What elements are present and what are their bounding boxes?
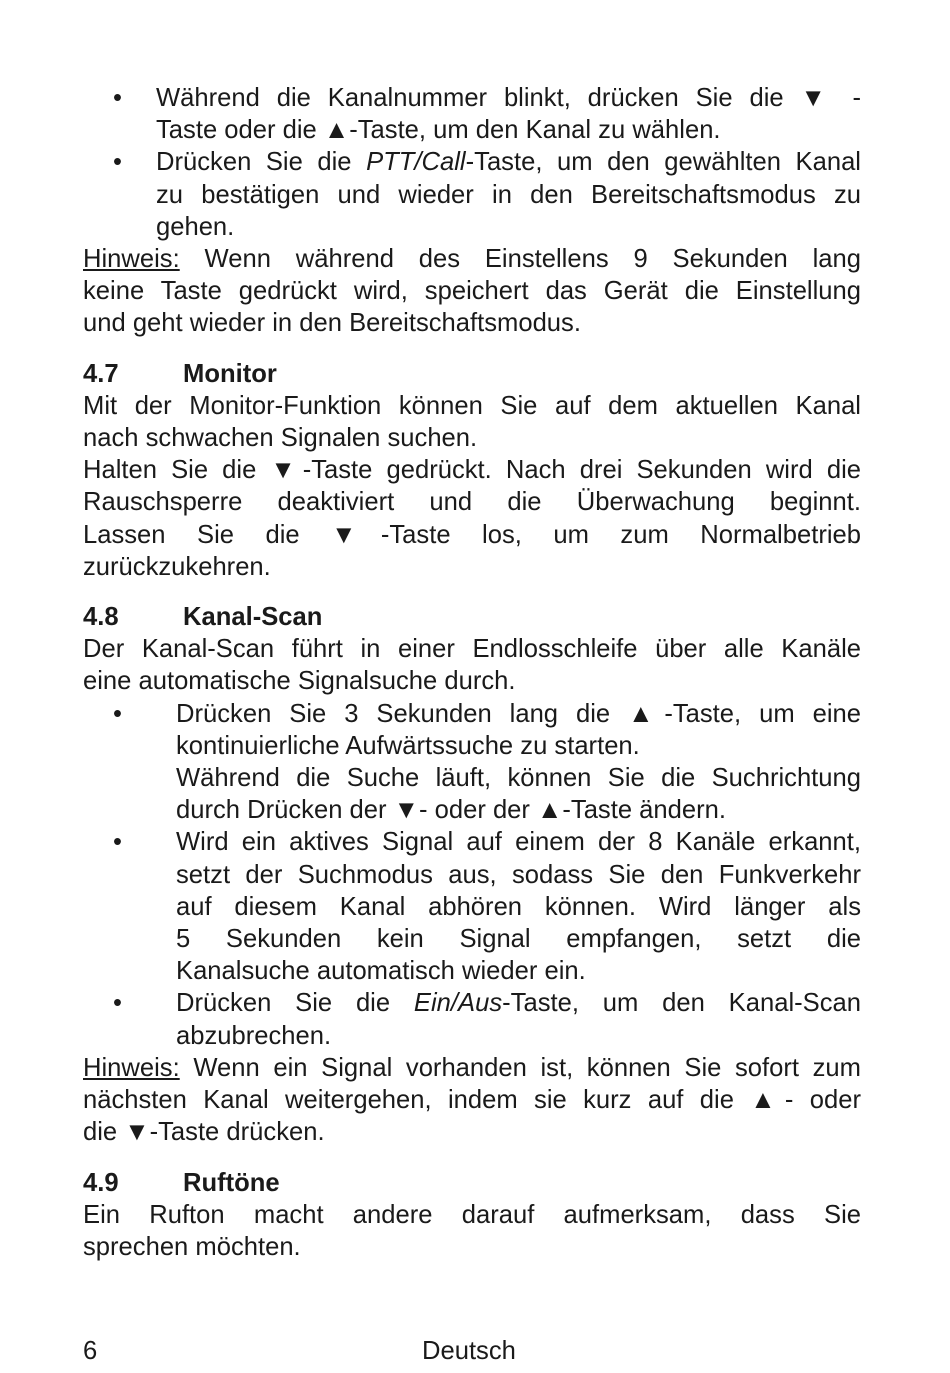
list-item [83, 987, 861, 1051]
text-line: 5 Sekunden kein Signal empfangen, setzt die [176, 925, 861, 954]
text-line: kontinuierliche Aufwärtssuche zu starten. [176, 731, 640, 760]
text-line: Ein Rufton macht andere darauf aufmerksam, dass Sie [83, 1200, 861, 1229]
text-line: keine Taste gedrückt wird, speichert das Gerät die Einstellung [83, 277, 861, 306]
section-title: Ruftöne [183, 1168, 280, 1197]
text: -Taste, um den Kanal-Scan [502, 989, 861, 1018]
text-line: Mit der Monitor-Funktion können Sie auf dem aktuellen Kanal [83, 391, 861, 420]
bullet-icon: • [113, 828, 122, 857]
paragraph [83, 390, 861, 583]
text: Drücken Sie die [156, 148, 367, 177]
section-heading [83, 358, 861, 390]
page-number: 6 [83, 1337, 98, 1365]
text-line: sprechen möchten. [83, 1232, 301, 1261]
ptt-call-key-name: PTT/Call [366, 148, 466, 177]
section-number: 4.8 [83, 603, 119, 632]
note-label: Hinweis: [83, 245, 180, 274]
text-line: zu bestätigen und wieder in den Bereitschaftsmodus zu [156, 180, 861, 209]
paragraph [83, 633, 861, 697]
text: -Taste, um den gewählten Kanal [465, 148, 861, 177]
on-off-key-name: Ein/Aus [413, 989, 503, 1018]
text-line: Während die Kanalnummer blinkt, drücken Sie die ▼ - [156, 84, 861, 112]
page-content [83, 82, 861, 1263]
text-line: auf diesem Kanal abhören können. Wird länger als [176, 892, 861, 921]
text: Wenn ein Signal vorhanden ist, können Sie sofort zum [179, 1053, 861, 1082]
text-line [83, 243, 861, 275]
text-line: Drücken Sie 3 Sekunden lang die ▲-Taste, um eine [176, 699, 861, 728]
note-label: Hinweis: [83, 1053, 180, 1082]
section-heading [83, 601, 861, 633]
list-item [83, 146, 861, 243]
text-line: die ▼-Taste drücken. [83, 1118, 325, 1147]
text-line: Halten Sie die ▼-Taste gedrückt. Nach drei Sekunden wird die [83, 456, 861, 485]
bullet-icon: • [113, 989, 122, 1018]
text-line: eine automatische Signalsuche durch. [83, 667, 516, 696]
text-line: und geht wieder in den Bereitschaftsmodus. [83, 309, 581, 338]
bullet-icon: • [113, 148, 122, 177]
text-line [83, 1052, 861, 1084]
section-title: Monitor [183, 359, 277, 388]
footer-language: Deutsch [422, 1337, 516, 1365]
text-line: Wird ein aktives Signal auf einem der 8 Kanäle erkannt, [176, 828, 861, 857]
text-line: durch Drücken der ▼- oder der ▲-Taste ändern. [176, 796, 726, 825]
text-line: abzubrechen. [176, 1021, 332, 1050]
section-number: 4.9 [83, 1168, 119, 1197]
text-line [176, 987, 861, 1019]
list-item [83, 698, 861, 827]
note [83, 243, 861, 340]
text-line [156, 146, 861, 178]
section-number: 4.7 [83, 359, 119, 388]
text-line: Kanalsuche automatisch wieder ein. [176, 957, 586, 986]
section-title: Kanal-Scan [183, 603, 323, 632]
list-item [83, 82, 861, 146]
text-line: Rauschsperre deaktiviert und die Überwachung beginnt. [83, 488, 861, 517]
bullet-icon: • [113, 699, 122, 728]
text-line: zurückzukehren. [83, 552, 271, 581]
paragraph [83, 1199, 861, 1263]
text-line: Lassen Sie die ▼-Taste los, um zum Normalbetrieb [83, 520, 861, 549]
text-line: setzt der Suchmodus aus, sodass Sie den Funkverkehr [176, 860, 861, 889]
text: Wenn während des Einstellens 9 Sekunden lang [179, 245, 861, 274]
list-item [83, 826, 861, 987]
note [83, 1052, 861, 1149]
bullet-icon: • [113, 84, 122, 112]
text-line: Der Kanal-Scan führt in einer Endlosschleife über alle Kanäle [83, 635, 861, 664]
text-line: Während die Suche läuft, können Sie die Suchrichtung [176, 764, 861, 793]
text: Drücken Sie die [176, 989, 414, 1018]
text-line: Taste oder die ▲-Taste, um den Kanal zu wählen. [156, 116, 721, 145]
text-line: nächsten Kanal weitergehen, indem sie kurz auf die ▲- oder [83, 1086, 861, 1115]
text-line: nach schwachen Signalen suchen. [83, 424, 478, 453]
text-line: gehen. [156, 212, 235, 241]
section-heading [83, 1167, 861, 1199]
